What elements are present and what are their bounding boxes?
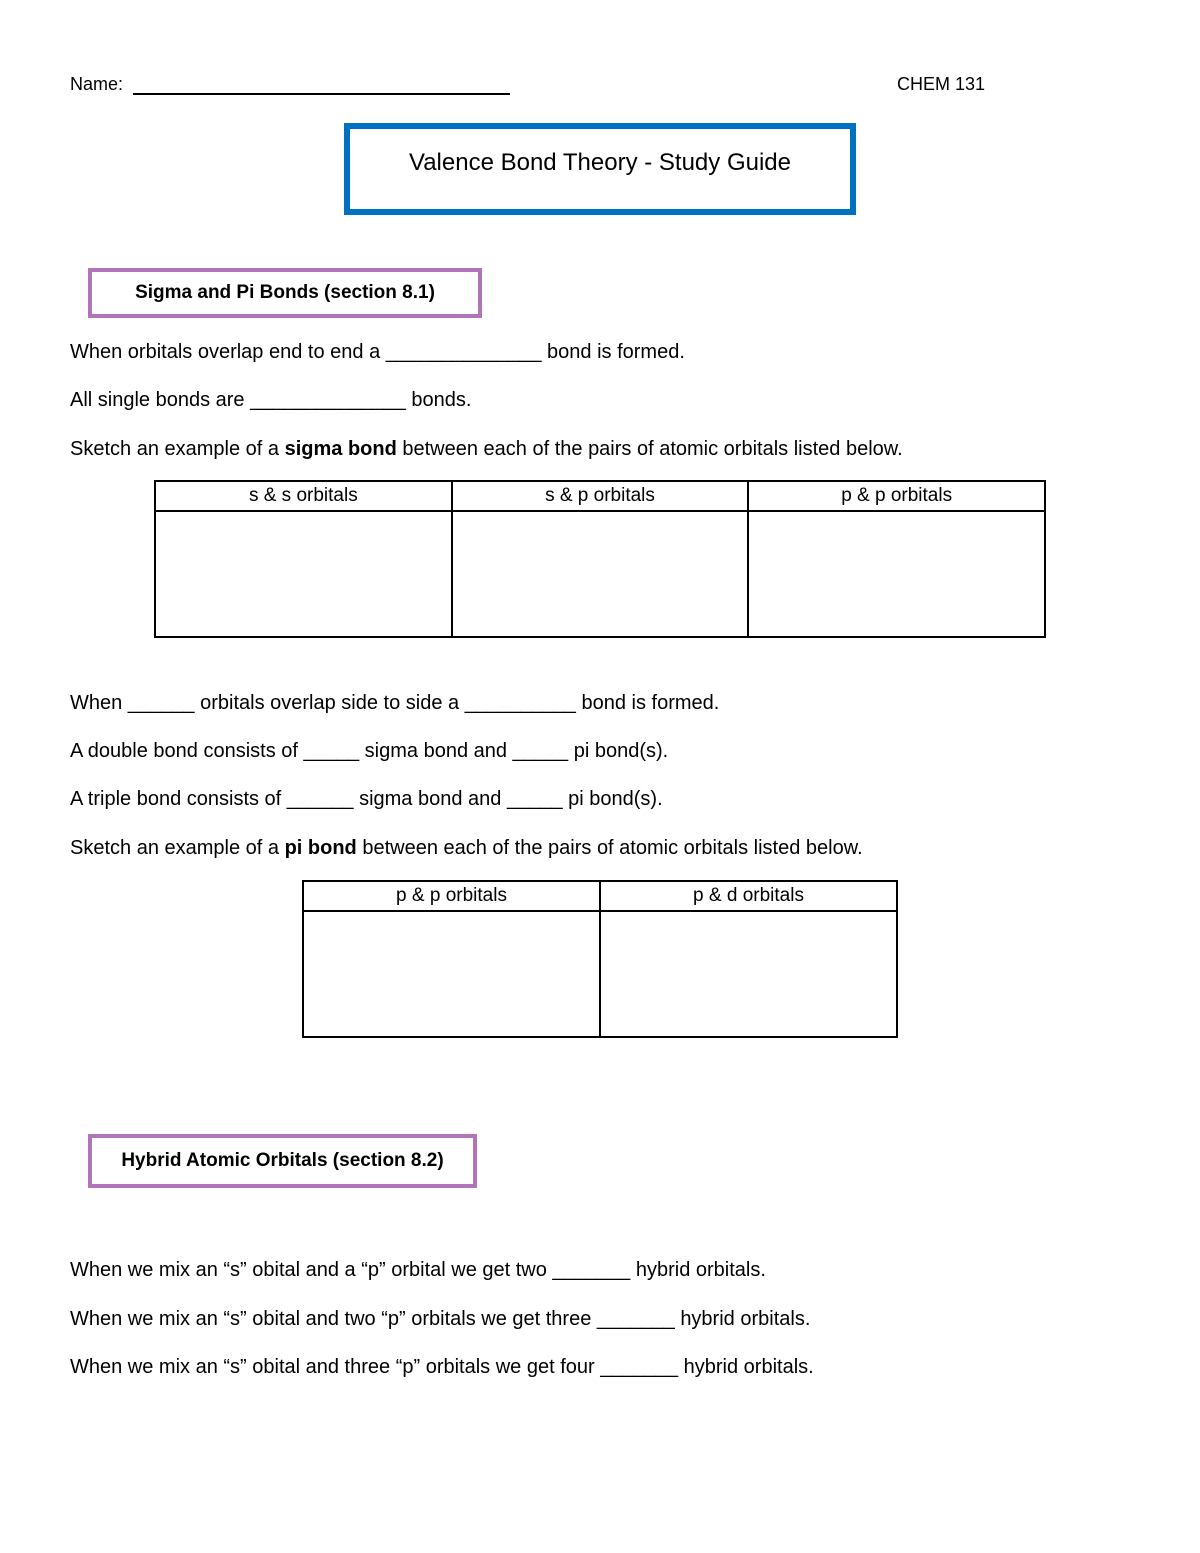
column-header-p-d: p & d orbitals <box>600 881 897 911</box>
section-heading-label: Sigma and Pi Bonds (section 8.1) <box>135 282 435 303</box>
section-heading-sigma-pi <box>88 268 482 318</box>
question-pi-overlap: When ______ orbitals overlap side to side a __________ bond is formed. <box>70 692 720 714</box>
table-row <box>155 511 1045 637</box>
question-sp-hybrid: When we mix an “s” obital and a “p” orbital we get two _______ hybrid orbitals. <box>70 1259 766 1281</box>
table-header-row <box>303 881 897 911</box>
name-label: Name: <box>70 74 124 94</box>
question-sigma-overlap: When orbitals overlap end to end a ______________ bond is formed. <box>70 341 685 363</box>
question-triple-bond: A triple bond consists of ______ sigma bond and _____ pi bond(s). <box>70 788 663 810</box>
section-heading-hybrid-orbitals <box>88 1134 477 1188</box>
sigma-sketch-table <box>154 480 1046 638</box>
question-sp2-hybrid: When we mix an “s” obital and two “p” orbitals we get three _______ hybrid orbitals. <box>70 1308 811 1330</box>
instruction-sketch-sigma <box>70 437 903 461</box>
column-header-s-s: s & s orbitals <box>155 481 452 511</box>
instruction-sketch-pi <box>70 836 863 860</box>
question-double-bond: A double bond consists of _____ sigma bond and _____ pi bond(s). <box>70 740 669 762</box>
question-single-bonds: All single bonds are ______________ bonds. <box>70 389 472 411</box>
column-header-p-p: p & p orbitals <box>748 481 1045 511</box>
instruction-text: Sketch an example of a <box>70 837 285 859</box>
course-code: CHEM 131 <box>897 74 986 94</box>
section-heading-label: Hybrid Atomic Orbitals (section 8.2) <box>121 1150 444 1171</box>
table-header-row <box>155 481 1045 511</box>
instruction-text: Sketch an example of a <box>70 438 285 460</box>
instruction-keyword: sigma bond <box>284 438 397 460</box>
sketch-cell-p-p[interactable] <box>303 911 600 1037</box>
sketch-cell-s-p[interactable] <box>452 511 749 637</box>
name-blank-line[interactable] <box>133 93 510 95</box>
instruction-keyword: pi bond <box>284 837 357 859</box>
instruction-text: between each of the pairs of atomic orbitals listed below. <box>356 837 863 859</box>
instruction-text: between each of the pairs of atomic orbitals listed below. <box>396 438 903 460</box>
sketch-cell-s-s[interactable] <box>155 511 452 637</box>
title-box <box>344 123 856 215</box>
page-title: Valence Bond Theory - Study Guide <box>408 149 791 176</box>
sketch-cell-p-p[interactable] <box>748 511 1045 637</box>
pi-sketch-table <box>302 880 898 1038</box>
column-header-p-p: p & p orbitals <box>303 881 600 911</box>
column-header-s-p: s & p orbitals <box>452 481 749 511</box>
question-sp3-hybrid: When we mix an “s” obital and three “p” orbitals we get four _______ hybrid orbitals. <box>70 1356 814 1378</box>
sketch-cell-p-d[interactable] <box>600 911 897 1037</box>
table-row <box>303 911 897 1037</box>
